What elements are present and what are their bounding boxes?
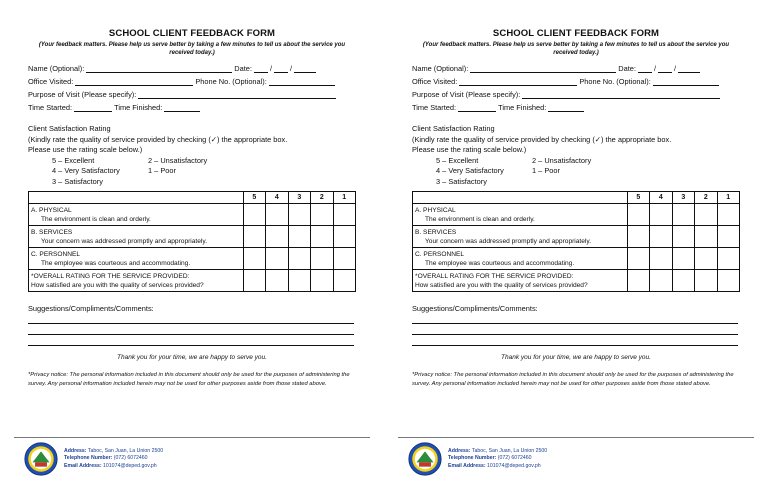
col-header: 3 (672, 192, 694, 204)
rating-checkbox[interactable] (288, 270, 310, 292)
phone-label: Phone No. (Optional): (195, 77, 267, 86)
rating-checkbox[interactable] (243, 248, 265, 270)
rating-row-physical (29, 204, 356, 226)
rating-checkbox[interactable] (243, 204, 265, 226)
criteria-cell (413, 204, 628, 226)
address-value: Taboc, San Juan, La Union 2500 (471, 448, 548, 455)
date-year-field[interactable] (678, 64, 700, 73)
rating-checkbox[interactable] (333, 270, 355, 292)
date-year-field[interactable] (294, 64, 316, 73)
rating-checkbox[interactable] (311, 204, 333, 226)
rating-instruction: (Kindly rate the quality of service provided by checking (✓) the appropriate box. (28, 134, 288, 144)
privacy-notice: *Privacy notice: The personal information included in this document should only be used for the purposes of administering the survey. Any personal information included herein may not be used for other purposes aside from those stated above. (412, 372, 734, 387)
date-month-field[interactable] (254, 64, 268, 73)
address-line (448, 448, 547, 455)
time-row (412, 101, 740, 114)
criteria-desc: The environment is clean and orderly. (425, 215, 535, 223)
office-phone-row (28, 75, 356, 88)
footer (24, 442, 163, 476)
criteria-cell (413, 226, 628, 248)
phone-field[interactable] (653, 77, 719, 86)
name-field[interactable] (470, 64, 616, 73)
purpose-label: Purpose of Visit (Please specify): (28, 90, 137, 99)
rating-checkbox[interactable] (717, 204, 739, 226)
rating-checkbox[interactable] (695, 226, 717, 248)
rating-checkbox[interactable] (627, 204, 649, 226)
name-label: Name (Optional): (412, 64, 469, 73)
criteria-label: *OVERALL RATING FOR THE SERVICE PROVIDED: (31, 272, 190, 280)
rating-row-personnel (29, 248, 356, 270)
feedback-form (28, 28, 356, 388)
criteria-desc: Your concern was addressed promptly and appropriately. (41, 237, 208, 245)
rating-checkbox[interactable] (243, 270, 265, 292)
suggestion-line[interactable] (412, 324, 738, 335)
rating-scale (436, 156, 740, 188)
suggestion-line[interactable] (28, 335, 354, 346)
form-title: SCHOOL CLIENT FEEDBACK FORM (492, 28, 660, 39)
contact-info (64, 448, 163, 470)
rating-checkbox[interactable] (717, 248, 739, 270)
rating-table (412, 191, 740, 292)
rating-instructions (412, 124, 740, 156)
rating-checkbox[interactable] (650, 226, 672, 248)
scale-item: 2 – Unsatisfactory (532, 155, 592, 165)
rating-checkbox[interactable] (695, 270, 717, 292)
rating-checkbox[interactable] (266, 226, 288, 248)
rating-checkbox[interactable] (266, 204, 288, 226)
suggestion-line[interactable] (412, 335, 738, 346)
footer-divider (398, 437, 754, 438)
criteria-label: A. PHYSICAL (31, 206, 72, 214)
email-value[interactable]: 101074@deped.gov.ph (103, 462, 157, 469)
form-subtitle: (Your feedback matters. Please help us serve better by taking a few minutes to tell us about the service you received today.) (38, 42, 346, 56)
name-field[interactable] (86, 64, 232, 73)
rating-checkbox[interactable] (695, 204, 717, 226)
col-header: 1 (717, 192, 739, 204)
rating-checkbox[interactable] (672, 270, 694, 292)
rating-checkbox[interactable] (672, 226, 694, 248)
rating-checkbox[interactable] (311, 226, 333, 248)
rating-checkbox[interactable] (672, 204, 694, 226)
col-header: 3 (288, 192, 310, 204)
time-finished-field[interactable] (548, 103, 584, 112)
rating-checkbox[interactable] (266, 248, 288, 270)
criteria-cell (413, 270, 628, 292)
suggestions-section (28, 304, 356, 346)
col-header: 5 (243, 192, 265, 204)
telephone-line (448, 455, 547, 462)
col-header: 2 (311, 192, 333, 204)
rating-checkbox[interactable] (650, 204, 672, 226)
thank-you-note: Thank you for your time, we are happy to serve you. (501, 354, 651, 361)
contact-info (448, 448, 547, 470)
col-header: 5 (627, 192, 649, 204)
office-field[interactable] (459, 77, 577, 86)
email-line (448, 463, 547, 470)
purpose-field[interactable] (138, 90, 336, 99)
rating-heading: Client Satisfaction Rating (28, 124, 111, 133)
address-label: Address: (448, 448, 471, 455)
rating-row-services (413, 226, 740, 248)
privacy-notice: *Privacy notice: The personal information included in this document should only be used for the purposes of administering the survey. Any personal information included herein may not be used for other purposes aside from those stated above. (28, 372, 350, 387)
rating-row-personnel (413, 248, 740, 270)
criteria-cell (413, 248, 628, 270)
rating-checkbox[interactable] (333, 226, 355, 248)
form-page-right (384, 0, 768, 503)
name-date-row (412, 62, 740, 75)
rating-scale-note: Please use the rating scale below.) (412, 145, 527, 154)
rating-checkbox[interactable] (266, 270, 288, 292)
rating-checkbox[interactable] (627, 270, 649, 292)
rating-row-overall (413, 270, 740, 292)
time-started-label: Time Started: (412, 103, 457, 112)
suggestions-label: Suggestions/Compliments/Comments: (412, 304, 538, 313)
purpose-label: Purpose of Visit (Please specify): (412, 90, 521, 99)
rating-checkbox[interactable] (627, 226, 649, 248)
rating-row-services (29, 226, 356, 248)
scale-item (532, 177, 622, 188)
address-value: Taboc, San Juan, La Union 2500 (87, 448, 164, 455)
time-finished-field[interactable] (164, 103, 200, 112)
date-separator: / (290, 64, 293, 73)
rating-row-physical (413, 204, 740, 226)
email-value[interactable]: 101074@deped.gov.ph (487, 462, 541, 469)
criteria-cell (29, 226, 244, 248)
scale-item: 1 – Poor (148, 166, 176, 175)
time-finished-label: Time Finished: (114, 103, 163, 112)
telephone-value: (072) 6072460 (113, 455, 148, 462)
rating-checkbox[interactable] (288, 204, 310, 226)
time-started-field[interactable] (74, 103, 112, 112)
email-label: Email Address: (64, 462, 102, 469)
scale-item: 5 – Excellent (436, 155, 479, 165)
rating-checkbox[interactable] (243, 226, 265, 248)
feedback-form (412, 28, 740, 388)
scale-item: 4 – Very Satisfactory (52, 166, 120, 175)
rating-instruction: (Kindly rate the quality of service provided by checking (✓) the appropriate box. (412, 134, 672, 144)
rating-checkbox[interactable] (650, 248, 672, 270)
office-field[interactable] (75, 77, 193, 86)
rating-checkbox[interactable] (288, 248, 310, 270)
school-seal-icon (408, 442, 442, 476)
criteria-desc: How satisfied are you with the quality of services provided? (415, 281, 588, 289)
purpose-field[interactable] (522, 90, 720, 99)
rating-checkbox[interactable] (650, 270, 672, 292)
criteria-label: A. PHYSICAL (415, 206, 456, 214)
school-seal-icon (24, 442, 58, 476)
rating-instructions (28, 124, 356, 156)
rating-header-row (29, 192, 356, 204)
form-subtitle: (Your feedback matters. Please help us serve better by taking a few minutes to tell us about the service you received today.) (422, 42, 730, 56)
scale-item: 2 – Unsatisfactory (148, 155, 208, 165)
col-header: 2 (695, 192, 717, 204)
criteria-cell (29, 204, 244, 226)
telephone-label: Telephone Number: (64, 455, 113, 462)
criteria-label: C. PERSONNEL (415, 250, 465, 258)
rating-checkbox[interactable] (672, 248, 694, 270)
criteria-desc: How satisfied are you with the quality of services provided? (31, 281, 204, 289)
criteria-cell (29, 270, 244, 292)
name-date-row (28, 62, 356, 75)
telephone-value: (072) 6072460 (497, 455, 532, 462)
criteria-cell (29, 248, 244, 270)
name-label: Name (Optional): (28, 64, 85, 73)
criteria-desc: The employee was courteous and accommodating. (41, 259, 191, 267)
time-finished-label: Time Finished: (498, 103, 547, 112)
form-title: SCHOOL CLIENT FEEDBACK FORM (108, 28, 276, 39)
date-day-field[interactable] (274, 64, 288, 73)
address-label: Address: (64, 448, 87, 455)
date-day-field[interactable] (658, 64, 672, 73)
rating-checkbox[interactable] (717, 270, 739, 292)
date-month-field[interactable] (638, 64, 652, 73)
office-phone-row (412, 75, 740, 88)
criteria-label: *OVERALL RATING FOR THE SERVICE PROVIDED: (415, 272, 574, 280)
rating-scale (52, 156, 356, 188)
time-started-label: Time Started: (28, 103, 73, 112)
suggestions-section (412, 304, 740, 346)
address-line (64, 448, 163, 455)
rating-checkbox[interactable] (333, 204, 355, 226)
email-label: Email Address: (448, 462, 486, 469)
col-header: 4 (266, 192, 288, 204)
footer-divider (14, 437, 370, 438)
criteria-header (29, 192, 244, 204)
scale-item: 4 – Very Satisfactory (436, 166, 504, 175)
date-separator: / (269, 64, 273, 73)
date-separator: / (674, 64, 677, 73)
rating-heading: Client Satisfaction Rating (412, 124, 495, 133)
criteria-header (413, 192, 628, 204)
telephone-label: Telephone Number: (448, 455, 497, 462)
rating-checkbox[interactable] (627, 248, 649, 270)
scale-item: 3 – Satisfactory (436, 176, 487, 186)
scale-item: 1 – Poor (532, 166, 560, 175)
rating-scale-note: Please use the rating scale below.) (28, 145, 143, 154)
thank-you-note: Thank you for your time, we are happy to serve you. (117, 354, 267, 361)
date-separator: / (653, 64, 657, 73)
rating-table (28, 191, 356, 292)
rating-row-overall (29, 270, 356, 292)
col-header: 4 (650, 192, 672, 204)
time-started-field[interactable] (458, 103, 496, 112)
criteria-label: B. SERVICES (31, 228, 73, 236)
office-label: Office Visited: (28, 77, 74, 86)
suggestion-line[interactable] (28, 324, 354, 335)
phone-field[interactable] (269, 77, 335, 86)
suggestions-label: Suggestions/Compliments/Comments: (28, 304, 154, 313)
date-label: Date: (234, 64, 252, 73)
date-label: Date: (618, 64, 636, 73)
scale-item (148, 177, 238, 188)
criteria-desc: The environment is clean and orderly. (41, 215, 151, 223)
rating-checkbox[interactable] (288, 226, 310, 248)
scale-item: 5 – Excellent (52, 155, 95, 165)
rating-header-row (413, 192, 740, 204)
rating-checkbox[interactable] (311, 248, 333, 270)
suggestion-line[interactable] (28, 313, 354, 324)
col-header: 1 (333, 192, 355, 204)
rating-checkbox[interactable] (333, 248, 355, 270)
scale-item: 3 – Satisfactory (52, 176, 103, 186)
criteria-label: C. PERSONNEL (31, 250, 81, 258)
criteria-label: B. SERVICES (415, 228, 457, 236)
rating-checkbox[interactable] (311, 270, 333, 292)
phone-label: Phone No. (Optional): (579, 77, 651, 86)
office-label: Office Visited: (412, 77, 458, 86)
rating-checkbox[interactable] (695, 248, 717, 270)
rating-checkbox[interactable] (717, 226, 739, 248)
suggestion-line[interactable] (412, 313, 738, 324)
purpose-row (28, 88, 356, 101)
footer (408, 442, 547, 476)
purpose-row (412, 88, 740, 101)
criteria-desc: The employee was courteous and accommodating. (425, 259, 575, 267)
criteria-desc: Your concern was addressed promptly and appropriately. (425, 237, 592, 245)
email-line (64, 463, 163, 470)
time-row (28, 101, 356, 114)
telephone-line (64, 455, 163, 462)
